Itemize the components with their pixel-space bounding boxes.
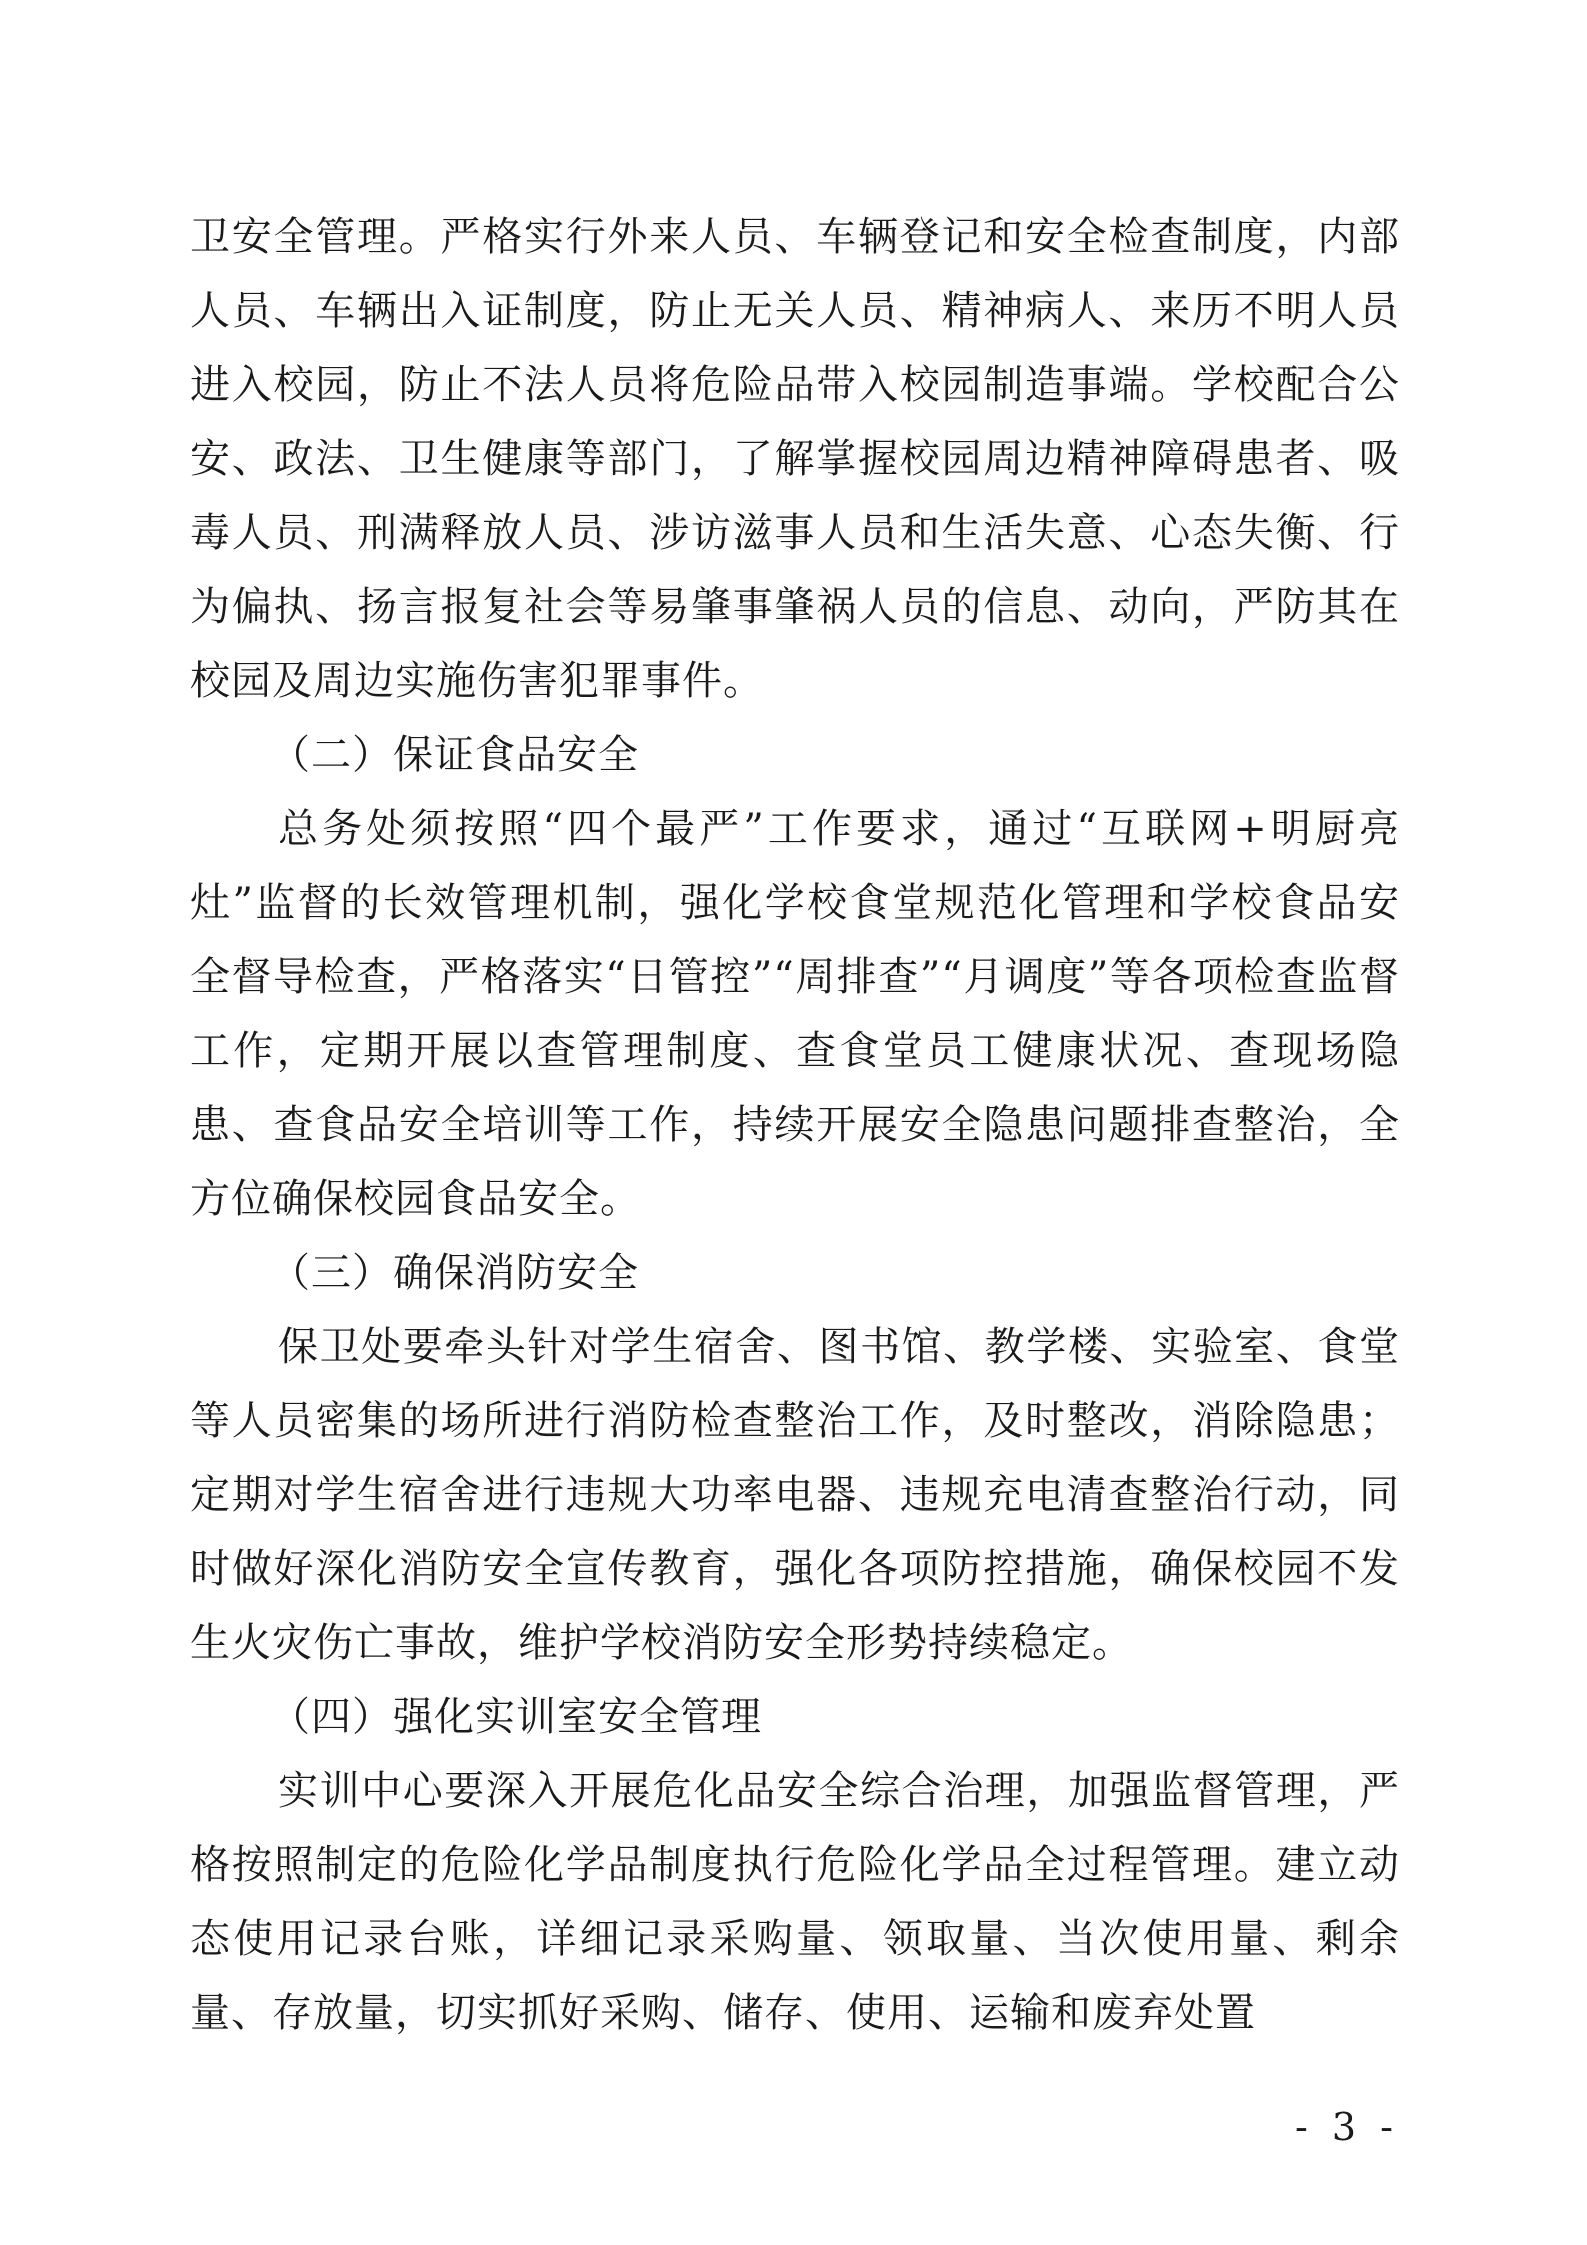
page-number: - 3 - (1294, 2105, 1399, 2149)
section-heading-food-safety: （二）保证食品安全 (270, 732, 639, 778)
paragraph-lab-safety: 实训中心要深入开展危化品安全综合治理，加强监督管理，严格按照制定的危险化学品制度执行危险化学品全过程管理。建立动态使用记录台账，详细记录采购量、领取量、当次使用量、剩余量、存放量，切实抓好采购、储存、使用、运输和废弃处置 (190, 1768, 1400, 2036)
section-heading-fire-safety: （三）确保消防安全 (270, 1250, 639, 1296)
document-body (190, 200, 1400, 2050)
paragraph-fire-safety: 保卫处要牵头针对学生宿舍、图书馆、教学楼、实验室、食堂等人员密集的场所进行消防检查整治工作，及时整改，消除隐患；定期对学生宿舍进行违规大功率电器、违规充电清查整治行动，同时做好深化消防安全宣传教育，强化各项防控措施，确保校园不发生火灾伤亡事故，维护学校消防安全形势持续稳定。 (190, 1324, 1400, 1666)
paragraph-food-safety: 总务处须按照“四个最严”工作要求，通过“互联网+明厨亮灶”监督的长效管理机制，强化学校食堂规范化管理和学校食品安全督导检查，严格落实“日管控”“周排查”“月调度”等各项检查监督工作，定期开展以查管理制度、查食堂员工健康状况、查现场隐患、查食品安全培训等工作，持续开展安全隐患问题排查整治，全方位确保校园食品安全。 (190, 806, 1400, 1222)
section-heading-lab-safety: （四）强化实训室安全管理 (270, 1694, 762, 1740)
paragraph-campus-security: 卫安全管理。严格实行外来人员、车辆登记和安全检查制度，内部人员、车辆出入证制度，防止无关人员、精神病人、来历不明人员进入校园，防止不法人员将危险品带入校园制造事端。学校配合公安、政法、卫生健康等部门，了解掌握校园周边精神障碍患者、吸毒人员、刑满释放人员、涉访滋事人员和生活失意、心态失衡、行为偏执、扬言报复社会等易肇事肇祸人员的信息、动向，严防其在校园及周边实施伤害犯罪事件。 (190, 214, 1400, 704)
